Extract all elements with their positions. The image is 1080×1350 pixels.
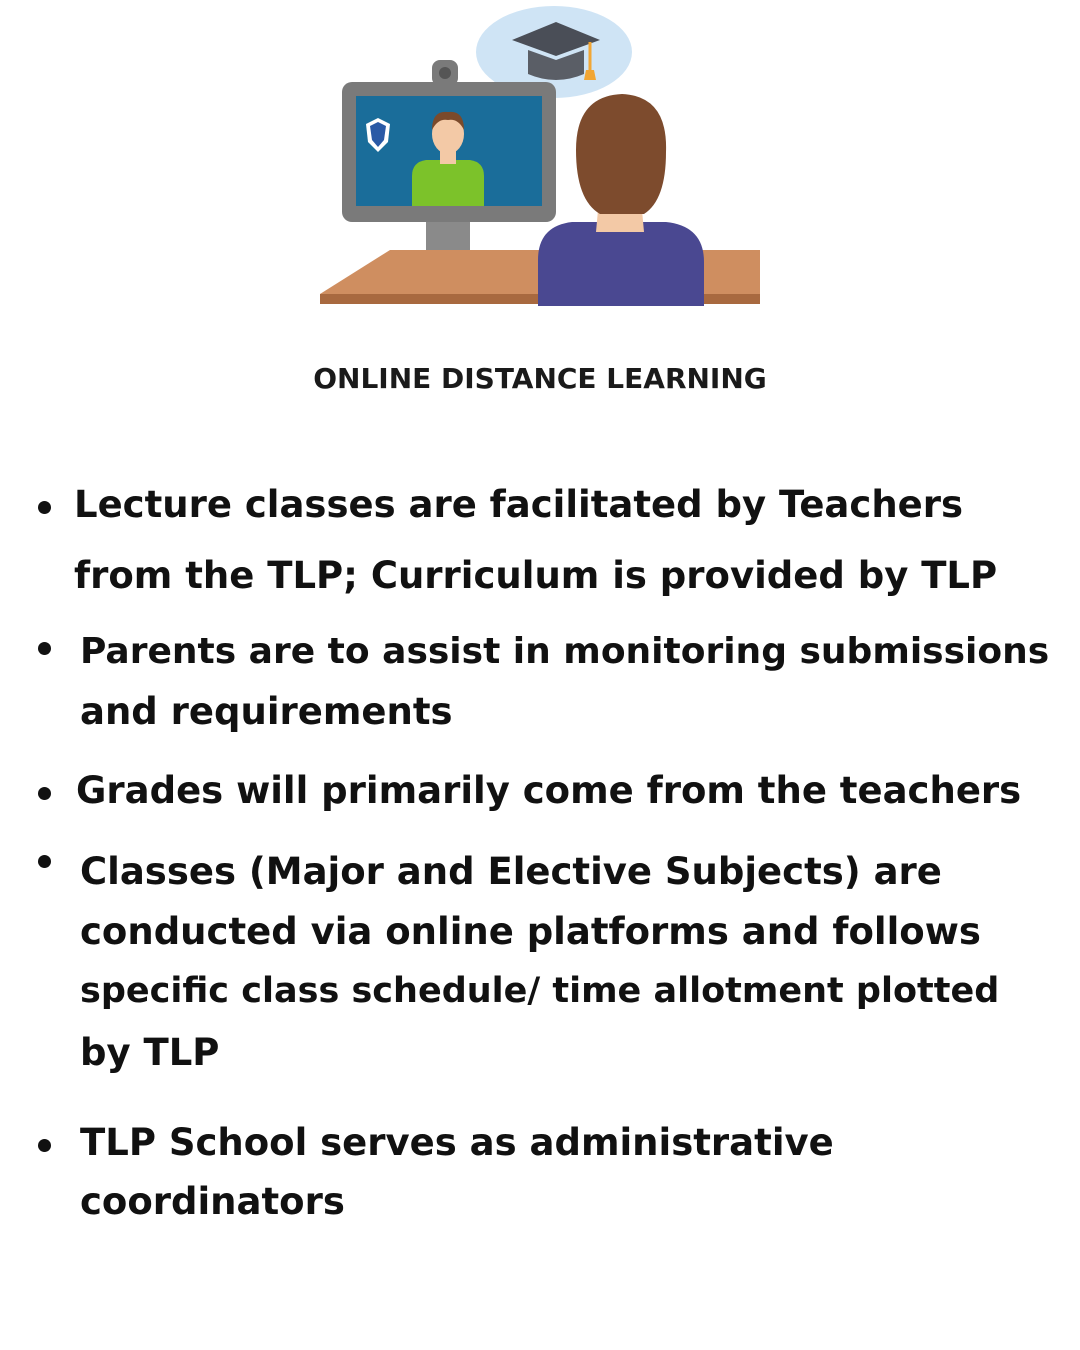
caption: ONLINE DISTANCE LEARNING [313,362,767,395]
bullet-line: from the TLP; Curriculum is provided by TLP [74,554,998,597]
bullet-line: Parents are to assist in monitoring submissions [80,631,1050,672]
bullet-dot-icon [38,642,51,655]
bullet-line: conducted via online platforms and follows [80,910,981,953]
student-figure [538,94,704,306]
bullet-line: Lecture classes are facilitated by Teachers [74,483,964,526]
bullet-text [80,971,999,1011]
bullet-line: specific class schedule/ time allotment plotted [80,971,1000,1011]
bullet-text [80,850,942,893]
bullet-text [80,690,453,733]
bullet-dot-icon [38,1139,51,1152]
bullet-line: and requirements [80,690,453,733]
bullet-dot-icon [38,787,51,800]
bullet-line: coordinators [80,1180,345,1223]
bullet-text [74,483,963,526]
bullet-line: Grades will primarily come from the teachers [76,769,1022,812]
bullet-text [76,769,1021,812]
bullet-text [80,1180,345,1223]
bullet-dot-icon [38,855,51,868]
bullet-line: TLP School serves as administrative [80,1121,834,1164]
online-learning-illustration [300,0,780,320]
bullet-line: Classes (Major and Elective Subjects) are [80,850,942,893]
bullet-text [80,1031,219,1074]
bullet-line: by TLP [80,1031,220,1074]
bullet-text [80,631,1049,672]
bullet-text [80,1121,834,1164]
bullet-dot-icon [38,501,51,514]
bullet-text [74,554,997,597]
bullet-text [80,910,981,953]
